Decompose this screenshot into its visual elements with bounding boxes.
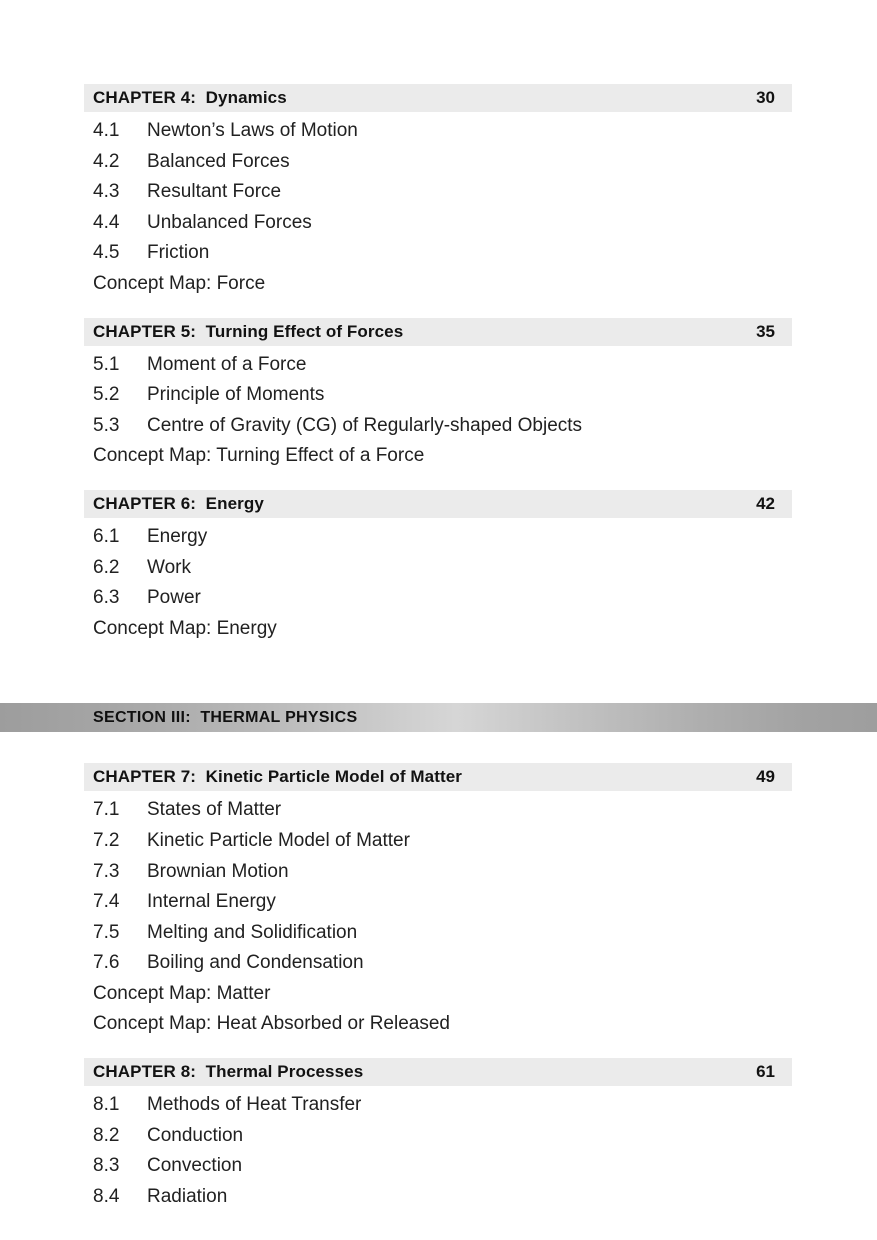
- toc-entry-label: Power: [147, 587, 201, 609]
- toc-entry-label: Concept Map: Energy: [93, 617, 277, 639]
- chapter-block: [84, 318, 792, 476]
- chapter-block: [84, 84, 792, 304]
- toc-entry-number: 5.2: [93, 384, 120, 406]
- toc-entry[interactable]: [84, 1125, 792, 1156]
- toc-entry-number: 5.1: [93, 353, 120, 375]
- toc-entry-number: 8.3: [93, 1155, 120, 1177]
- toc-entry[interactable]: [84, 120, 792, 151]
- toc-entry-label: Internal Energy: [147, 891, 276, 913]
- section-bar-wrapper: [84, 703, 792, 732]
- section-spacer-top: [84, 662, 792, 703]
- toc-entry-label: Friction: [147, 242, 210, 264]
- toc-entry-label: Energy: [147, 525, 208, 547]
- concept-map-entry[interactable]: [84, 445, 792, 476]
- toc-entry-label: Work: [147, 556, 191, 578]
- concept-map-entry[interactable]: [84, 273, 792, 304]
- toc-entry-label: Convection: [147, 1155, 243, 1177]
- chapter-page-number: 61: [756, 1062, 775, 1082]
- chapter-page-number: 42: [756, 493, 775, 513]
- section-spacer-bottom: [84, 732, 792, 763]
- toc-entry[interactable]: [84, 922, 792, 953]
- toc-entry-label: Concept Map: Force: [93, 272, 266, 294]
- toc-entry-label: Moment of a Force: [147, 353, 307, 375]
- chapter-header-bar[interactable]: [84, 1058, 792, 1086]
- toc-entry-number: 7.6: [93, 952, 120, 974]
- toc-entry-number: 5.3: [93, 414, 120, 436]
- toc-entry[interactable]: [84, 861, 792, 892]
- toc-entry[interactable]: [84, 557, 792, 588]
- toc-entry-label: Methods of Heat Transfer: [147, 1094, 362, 1116]
- toc-entry-label: Concept Map: Heat Absorbed or Released: [93, 1013, 450, 1035]
- toc-entry[interactable]: [84, 891, 792, 922]
- toc-entry-number: 6.1: [93, 525, 120, 547]
- chapter-header-bar[interactable]: [84, 318, 792, 346]
- chapter-block: [84, 490, 792, 648]
- chapter-block: [84, 763, 792, 1044]
- toc-entry[interactable]: [84, 1186, 792, 1217]
- toc-entry[interactable]: [84, 1155, 792, 1186]
- toc-entry-number: 4.2: [93, 150, 120, 172]
- toc-entry-label: Concept Map: Matter: [93, 982, 271, 1004]
- toc-entry-number: 4.3: [93, 181, 120, 203]
- toc-entry-label: Radiation: [147, 1185, 228, 1207]
- chapter-title: CHAPTER 5: Turning Effect of Forces: [93, 321, 404, 341]
- toc-entry[interactable]: [84, 587, 792, 618]
- toc-entry[interactable]: [84, 415, 792, 446]
- toc-entry-number: 4.1: [93, 120, 120, 141]
- toc-entry[interactable]: [84, 354, 792, 385]
- toc-entry[interactable]: [84, 526, 792, 557]
- toc-entry-label: Balanced Forces: [147, 150, 290, 172]
- toc-entry-number: 7.5: [93, 921, 120, 943]
- toc-entry-number: 7.1: [93, 799, 120, 821]
- toc-content: [84, 84, 792, 1216]
- toc-entry[interactable]: [84, 151, 792, 182]
- chapter-title: CHAPTER 6: Energy: [93, 493, 264, 513]
- toc-entry[interactable]: [84, 242, 792, 273]
- toc-entry-number: 4.4: [93, 211, 120, 233]
- toc-entry-label: Conduction: [147, 1124, 244, 1146]
- chapter-title: CHAPTER 7: Kinetic Particle Model of Matter: [93, 767, 463, 787]
- toc-entry[interactable]: [84, 1094, 792, 1125]
- toc-entry-number: 8.4: [93, 1185, 120, 1207]
- toc-entry-number: 8.1: [93, 1094, 120, 1116]
- toc-entry-label: Newton’s Laws of Motion: [147, 120, 358, 141]
- toc-entry-label: Resultant Force: [147, 181, 282, 203]
- toc-entry-label: States of Matter: [147, 799, 282, 821]
- toc-entry-number: 7.4: [93, 891, 120, 913]
- toc-entry-label: Brownian Motion: [147, 860, 289, 882]
- toc-entry-label: Unbalanced Forces: [147, 211, 312, 233]
- toc-entry[interactable]: [84, 830, 792, 861]
- toc-entry-number: 7.2: [93, 829, 120, 851]
- toc-entry-label: Concept Map: Turning Effect of a Force: [93, 445, 425, 467]
- chapter-header-bar[interactable]: [84, 763, 792, 791]
- toc-entry-label: Melting and Solidification: [147, 921, 358, 943]
- toc-entry[interactable]: [84, 181, 792, 212]
- section-title: SECTION III: THERMAL PHYSICS: [93, 708, 358, 726]
- chapter-page-number: 35: [756, 321, 775, 341]
- toc-entry-number: 7.3: [93, 860, 120, 882]
- toc-entry-number: 8.2: [93, 1124, 120, 1146]
- toc-entry-label: Boiling and Condensation: [147, 952, 364, 974]
- chapter-page-number: 49: [756, 767, 775, 787]
- toc-entry-number: 6.2: [93, 556, 120, 578]
- chapter-title: CHAPTER 4: Dynamics: [93, 88, 287, 107]
- concept-map-entry[interactable]: [84, 1013, 792, 1044]
- toc-entry[interactable]: [84, 212, 792, 243]
- chapter-header-bar[interactable]: [84, 490, 792, 518]
- toc-entry-number: 6.3: [93, 587, 120, 609]
- concept-map-entry[interactable]: [84, 983, 792, 1014]
- chapter-title: CHAPTER 8: Thermal Processes: [93, 1062, 364, 1082]
- toc-entry[interactable]: [84, 384, 792, 415]
- chapter-page-number: 30: [756, 88, 775, 107]
- toc-entry-number: 4.5: [93, 242, 120, 264]
- toc-entry[interactable]: [84, 799, 792, 830]
- toc-entry-label: Kinetic Particle Model of Matter: [147, 829, 410, 851]
- chapter-header-bar[interactable]: [84, 84, 792, 112]
- toc-entry-label: Principle of Moments: [147, 384, 325, 406]
- chapter-block: [84, 1058, 792, 1216]
- section-header-bar: [0, 703, 877, 732]
- toc-entry-label: Centre of Gravity (CG) of Regularly-shaped Objects: [147, 414, 583, 436]
- concept-map-entry[interactable]: [84, 618, 792, 649]
- toc-entry[interactable]: [84, 952, 792, 983]
